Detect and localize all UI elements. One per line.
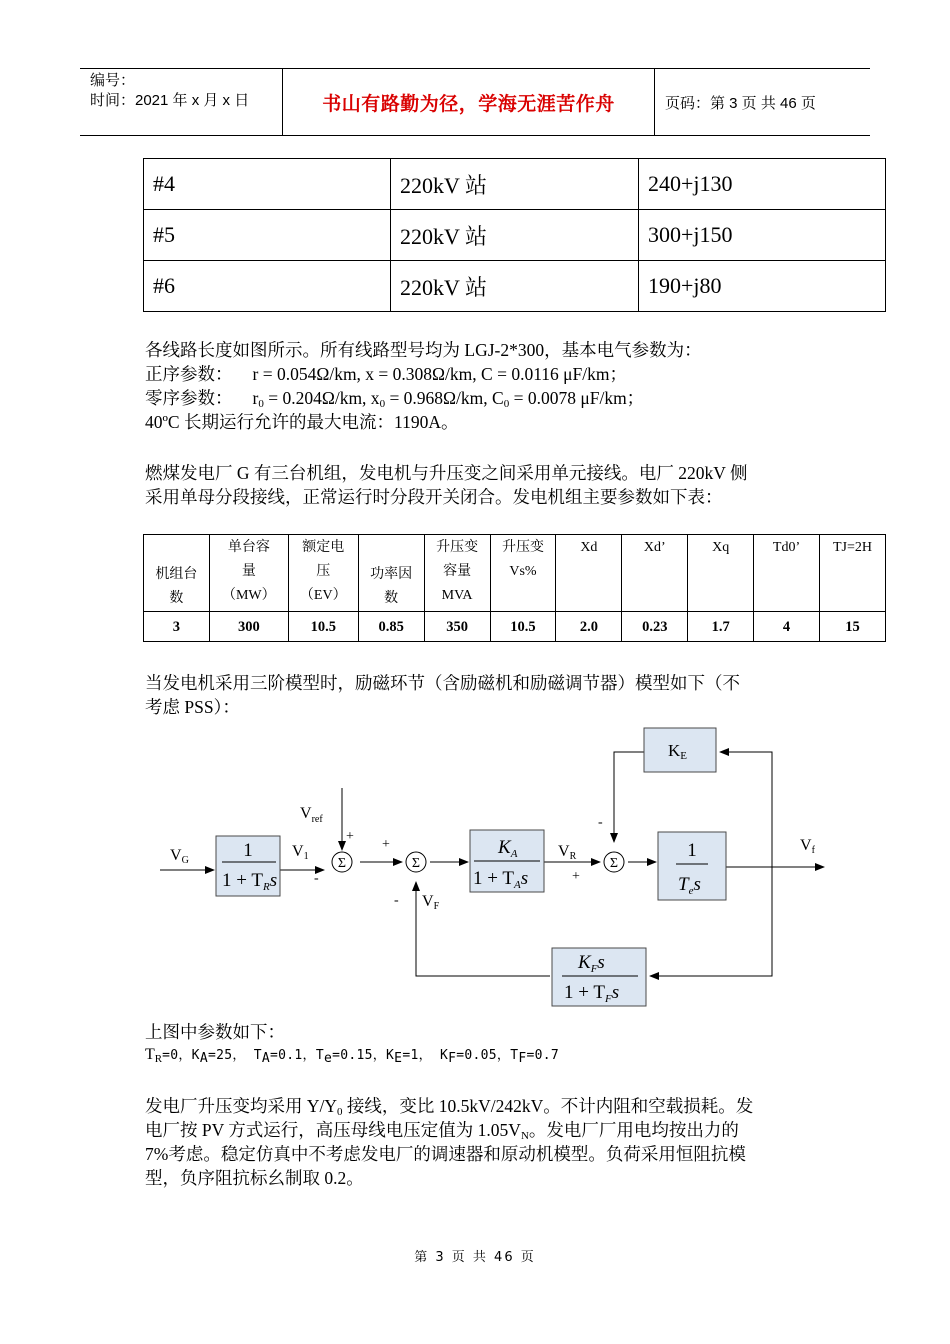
text: 升压变	[436, 540, 479, 555]
text: Td0’	[772, 540, 801, 555]
subscript: E	[394, 1051, 403, 1066]
svg-text:Σ: Σ	[411, 856, 421, 871]
svg-text:+: +	[572, 869, 580, 884]
svg-text:VG: VG	[170, 847, 189, 866]
table-header-cell	[688, 535, 754, 612]
table-cell: 240+j130	[639, 159, 886, 210]
table-cell: #4	[144, 159, 391, 210]
table-cell: 4	[754, 612, 820, 642]
page-footer: 第 3 页 共 46 页	[414, 1250, 536, 1265]
text: =0.15，K	[332, 1048, 395, 1063]
subscript: e	[323, 1051, 333, 1066]
svg-text:1 + TRs: $1 + T_Rs$	[222, 870, 278, 893]
text: 压	[316, 564, 331, 579]
svg-text:1: 1	[243, 840, 253, 861]
table-cell: 190+j80	[639, 261, 886, 312]
svg-text:-: -	[394, 893, 399, 908]
text: =0.7	[526, 1048, 559, 1063]
block-ke	[644, 728, 716, 772]
table-cell: #5	[144, 210, 391, 261]
block-transducer	[216, 836, 280, 896]
text: 单台容	[227, 540, 270, 555]
text: Xd’	[643, 540, 666, 555]
text: =1， K	[402, 1048, 449, 1063]
excitation-intro-line2: 考虑 PSS）：	[145, 697, 240, 717]
table-header-cell	[754, 535, 820, 612]
svg-text:KFs: $K_Fs$	[578, 952, 605, 975]
subscript: 0	[503, 398, 510, 410]
table-header-cell	[819, 535, 885, 612]
block-exciter	[658, 832, 726, 900]
date-label: 时间：2021 年 x 月 x 日	[90, 92, 250, 109]
svg-text:VR: VR	[558, 843, 577, 862]
text: （MW）	[221, 588, 276, 603]
text: 机组台	[155, 567, 198, 582]
svg-text:-: -	[314, 871, 319, 886]
text: T	[145, 1046, 155, 1063]
params-values	[145, 1044, 559, 1066]
block-stabilizer	[552, 948, 646, 1006]
text: 量	[241, 564, 256, 579]
svg-text:-: -	[598, 815, 603, 830]
table-cell: 220kV 站	[391, 159, 639, 210]
text: 升压变	[501, 540, 544, 555]
svg-text:1: 1	[687, 840, 697, 861]
text: TJ=2H	[832, 540, 872, 555]
table-cell: 1.7	[688, 612, 754, 642]
table-row	[144, 261, 886, 312]
generator-table	[143, 534, 886, 642]
text: MVA	[441, 588, 473, 603]
params-title: 上图中参数如下：	[145, 1022, 285, 1042]
text: 数	[384, 591, 399, 606]
table-cell: 300	[209, 612, 288, 642]
max-current: 40ºC 长期运行允许的最大电流：1190A。	[145, 412, 459, 432]
page-header	[80, 68, 870, 136]
text: Vs%	[509, 564, 537, 579]
subscript: A	[199, 1051, 208, 1066]
excitation-intro-line1: 当发电机采用三阶模型时，励磁环节（含励磁机和励磁调节器）模型如下（不	[145, 673, 740, 693]
table-cell: 15	[819, 612, 885, 642]
table-cell: 300+j150	[639, 210, 886, 261]
table-header-cell	[209, 535, 288, 612]
table-header-cell	[424, 535, 490, 612]
table-cell: 0.85	[358, 612, 424, 642]
text: 功率因	[370, 567, 413, 582]
svg-text:Σ: Σ	[337, 856, 347, 871]
text: =0.1，T	[270, 1048, 324, 1063]
table-cell: 220kV 站	[391, 261, 639, 312]
text: （EV）	[299, 588, 347, 603]
subscript: N	[520, 1130, 529, 1142]
text: Xd	[580, 540, 598, 555]
text: 额定电	[302, 540, 345, 555]
table-header-cell	[622, 535, 688, 612]
text: =0，K	[162, 1048, 200, 1063]
plant-desc-line2: 采用单母分段接线，正常运行时分段开关闭合。发电机组主要参数如下表：	[145, 487, 723, 507]
text: 数	[169, 591, 184, 606]
svg-text:Tes: $T_es$	[678, 874, 701, 897]
table-header-cell	[144, 535, 210, 612]
table-row	[144, 612, 886, 642]
table-cell: 350	[424, 612, 490, 642]
block-amplifier	[470, 830, 544, 892]
svg-text:KE: KE	[668, 741, 688, 762]
subscript: 0	[337, 1106, 343, 1118]
text: 容量	[443, 564, 472, 579]
text: =0.05，T	[456, 1048, 519, 1063]
table-cell: #6	[144, 261, 391, 312]
header-meta	[80, 69, 283, 135]
svg-text:V1: V1	[292, 843, 309, 862]
subscript: A	[261, 1051, 271, 1066]
label: 零序参数：	[145, 388, 233, 408]
svg-text:KA: $K_A$	[498, 837, 518, 860]
text: 发电厂升压变均采用 Y/Y	[145, 1096, 338, 1116]
positive-seq-params	[145, 362, 825, 386]
subscript: F	[518, 1051, 527, 1066]
text: 。发电厂厂用电均按出力的	[528, 1120, 739, 1140]
subscript: R	[154, 1053, 163, 1065]
table-cell: 0.23	[622, 612, 688, 642]
svg-text:+: +	[382, 837, 390, 852]
subscript: 0	[258, 398, 264, 410]
table-cell: 10.5	[490, 612, 556, 642]
svg-text:Vf: Vf	[800, 837, 815, 856]
text: = 0.204Ω/km, x	[263, 388, 380, 408]
table-header-cell	[490, 535, 556, 612]
transformer-desc-line4: 型，负序阻抗标幺制取 0.2。	[145, 1168, 364, 1188]
text: = 0.0078 μF/km；	[509, 388, 645, 408]
svg-text:1 + TFs: $1 + T_Fs$	[564, 982, 620, 1005]
text: Xq	[712, 540, 730, 555]
svg-text:Σ: Σ	[609, 856, 619, 871]
doc-number-label: 编号：	[90, 72, 136, 89]
table-header-cell	[358, 535, 424, 612]
summing-junction-2	[406, 852, 426, 872]
excitation-block-diagram	[140, 722, 840, 1022]
table-header-cell	[556, 535, 622, 612]
table-header-row	[144, 535, 886, 612]
plant-desc-line1: 燃煤发电厂 G 有三台机组，发电机与升压变之间采用单元接线。电厂 220kV 侧	[145, 463, 748, 483]
load-table	[143, 158, 886, 312]
label: 正序参数：	[145, 364, 233, 384]
subscript: 0	[379, 398, 386, 410]
svg-text:VF: VF	[422, 893, 440, 912]
table-cell: 220kV 站	[391, 210, 639, 261]
svg-text:+: +	[346, 829, 354, 844]
text: 电厂按 PV 方式运行，高压母线电压定值为 1.05V	[145, 1120, 521, 1140]
transformer-desc-line3: 7%考虑。稳定仿真中不考虑发电厂的调速器和原动机模型。负荷采用恒阻抗模	[145, 1144, 746, 1164]
header-motto: 书山有路勤为径，学海无涯苦作舟	[283, 69, 655, 135]
value: r = 0.054Ω/km, x = 0.308Ω/km, C = 0.0116 μF/km；	[252, 364, 628, 384]
table-header-cell	[288, 535, 358, 612]
line-params-intro: 各线路长度如图所示。所有线路型号均为 LGJ-2*300，基本电气参数为：	[145, 340, 702, 360]
text: =25， T	[207, 1048, 262, 1063]
text: 接线，变比 10.5kV/242kV。不计内阻和空载损耗。发	[342, 1096, 754, 1116]
table-row	[144, 159, 886, 210]
table-cell: 2.0	[556, 612, 622, 642]
summing-junction-1	[332, 852, 352, 872]
table-cell: 3	[144, 612, 210, 642]
summing-junction-3	[604, 852, 624, 872]
text: = 0.968Ω/km, C	[385, 388, 504, 408]
text: r	[252, 388, 259, 408]
subscript: F	[448, 1051, 457, 1066]
header-page-info: 页码：第 3 页 共 46 页	[665, 94, 816, 112]
table-cell: 10.5	[288, 612, 358, 642]
svg-text:Vref: $V_{ref}$	[300, 805, 323, 825]
table-row	[144, 210, 886, 261]
svg-text:1 + TAs: $1 + T_As$	[473, 868, 529, 891]
